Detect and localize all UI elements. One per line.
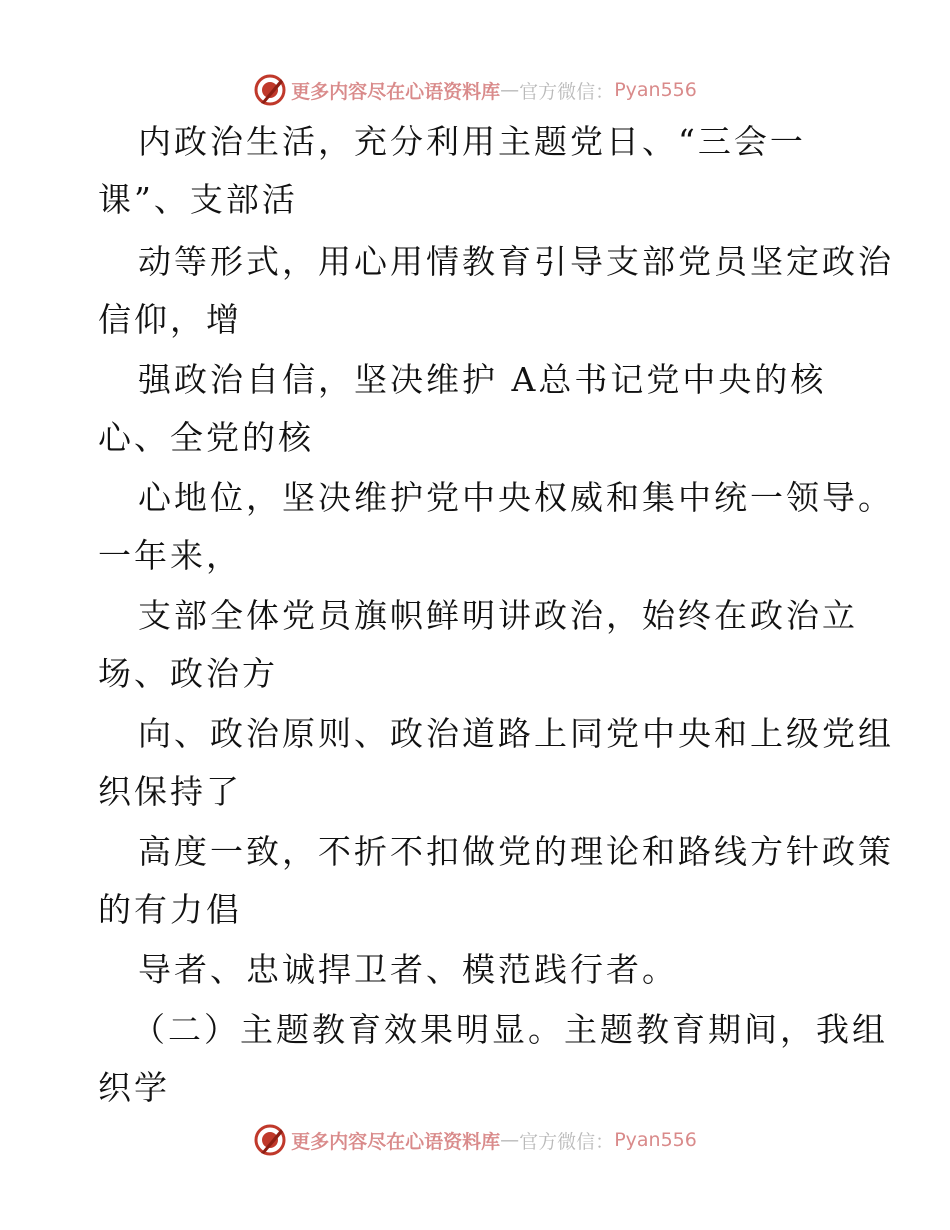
text-line: 织学 (98, 1068, 170, 1107)
text-line: 导者、忠诚捍卫者、模范践行者。 (138, 950, 678, 989)
text-line: 一年来， (98, 536, 242, 575)
text-line: 内政治生活，充分利用主题党日、“三会一 (138, 122, 806, 161)
watermark-dash: — (500, 79, 520, 101)
footer-watermark (0, 1120, 950, 1160)
text-line: 向、政治原则、政治道路上同党中央和上级党组 (138, 714, 894, 753)
watermark-main-text: 更多内容尽在心语资料库 (291, 80, 501, 103)
text-line: 的有力倡 (98, 890, 242, 929)
text-line: 强政治自信，坚决维护 A总书记党中央的核 (138, 360, 827, 399)
text-line: 心、全党的核 (98, 418, 314, 457)
watermark-main-text: 更多内容尽在心语资料库 (291, 1130, 501, 1153)
watermark-dash: — (500, 1129, 520, 1151)
text-line: 课”、支部活 (98, 180, 298, 219)
watermark-sub-text: 官方微信： (519, 1130, 615, 1153)
text-line: 信仰，增 (98, 300, 242, 339)
quill-logo-icon (253, 73, 287, 107)
text-line: 场、政治方 (98, 654, 278, 693)
text-line: 支部全体党员旗帜鲜明讲政治，始终在政治立 (138, 596, 858, 635)
watermark-sub-text: 官方微信： (519, 80, 615, 103)
text-line: 高度一致，不折不扣做党的理论和路线方针政策 (138, 832, 894, 871)
text-line: 织保持了 (98, 772, 242, 811)
watermark-account: Pyan556 (614, 79, 697, 101)
text-line: 心地位，坚决维护党中央权威和集中统一领导。 (138, 478, 894, 517)
quill-logo-icon (253, 1123, 287, 1157)
header-watermark (0, 70, 950, 110)
text-line: 动等形式，用心用情教育引导支部党员坚定政治 (138, 242, 894, 281)
text-line: （二）主题教育效果明显。主题教育期间，我组 (132, 1010, 888, 1049)
watermark-account: Pyan556 (614, 1129, 697, 1151)
